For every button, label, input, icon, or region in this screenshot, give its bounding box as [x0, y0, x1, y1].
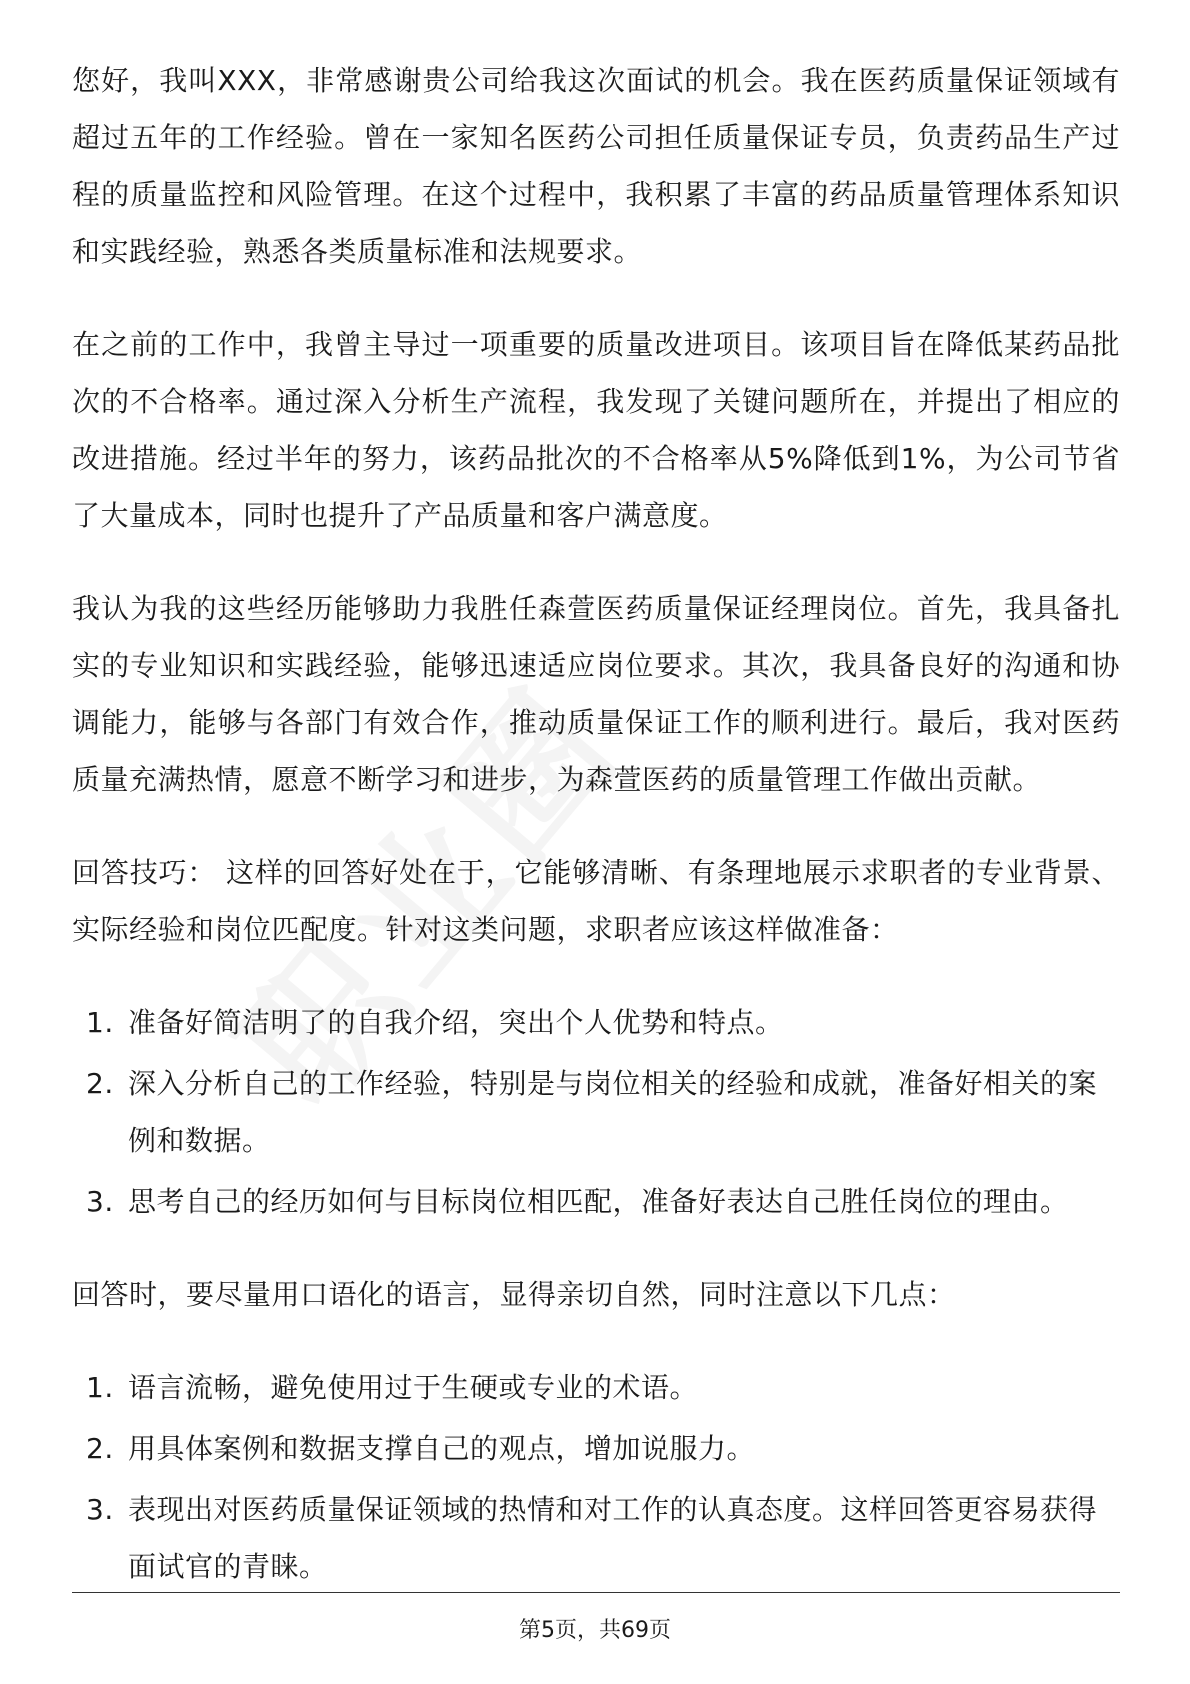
list-text: 用具体案例和数据支撑自己的观点，增加说服力。: [128, 1432, 756, 1465]
paragraph-tips: 回答技巧： 这样的回答好处在于，它能够清晰、有条理地展示求职者的专业背景、实际经验和岗位匹配度。针对这类问题，求职者应该这样做准备：: [72, 856, 1120, 946]
list-item: [72, 994, 1120, 1051]
list-item: [72, 1055, 1120, 1169]
footer-divider: [72, 1592, 1120, 1593]
list-number: 1.: [86, 1006, 114, 1039]
notes-list: [72, 1359, 1120, 1595]
prep-list: [72, 994, 1120, 1230]
paragraph-intro: 您好，我叫XXX，非常感谢贵公司给我这次面试的机会。我在医药质量保证领域有超过五年的工作经验。曾在一家知名医药公司担任质量保证专员，负责药品生产过程的质量监控和风险管理。在这个过程中，我积累了丰富的药品质量管理体系知识和实践经验，熟悉各类质量标准和法规要求。: [72, 64, 1120, 268]
list-number: 3.: [86, 1185, 114, 1218]
paragraph-project: 在之前的工作中，我曾主导过一项重要的质量改进项目。该项目旨在降低某药品批次的不合格率。通过深入分析生产流程，我发现了关键问题所在，并提出了相应的改进措施。经过半年的努力，该药品批次的不合格率从5%降低到1%，为公司节省了大量成本，同时也提升了产品质量和客户满意度。: [72, 328, 1120, 532]
list-number: 1.: [86, 1371, 114, 1404]
list-text: 准备好简洁明了的自我介绍，突出个人优势和特点。: [128, 1006, 784, 1039]
list-text: 思考自己的经历如何与目标岗位相匹配，准备好表达自己胜任岗位的理由。: [128, 1185, 1069, 1218]
list-number: 2.: [86, 1067, 114, 1100]
list-item: [72, 1359, 1120, 1416]
list-item: [72, 1481, 1120, 1595]
list-item: [72, 1420, 1120, 1477]
paragraph-fit: 我认为我的这些经历能够助力我胜任森萱医药质量保证经理岗位。首先，我具备扎实的专业知识和实践经验，能够迅速适应岗位要求。其次，我具备良好的沟通和协调能力，能够与各部门有效合作，推动质量保证工作的顺利进行。最后，我对医药质量充满热情，愿意不断学习和进步，为森萱医药的质量管理工作做出贡献。: [72, 592, 1120, 796]
list-number: 3.: [86, 1493, 114, 1526]
list-item: [72, 1173, 1120, 1230]
list-text: 表现出对医药质量保证领域的热情和对工作的认真态度。这样回答更容易获得面试官的青睐。: [128, 1493, 1098, 1583]
list-text: 语言流畅，避免使用过于生硬或专业的术语。: [128, 1371, 699, 1404]
document-body: [72, 52, 1120, 1631]
page-number: 第5页，共69页: [519, 1618, 671, 1643]
paragraph-answer-style: 回答时，要尽量用口语化的语言，显得亲切自然，同时注意以下几点：: [72, 1278, 956, 1311]
list-text: 深入分析自己的工作经验，特别是与岗位相关的经验和成就，准备好相关的案例和数据。: [128, 1067, 1098, 1157]
list-number: 2.: [86, 1432, 114, 1465]
